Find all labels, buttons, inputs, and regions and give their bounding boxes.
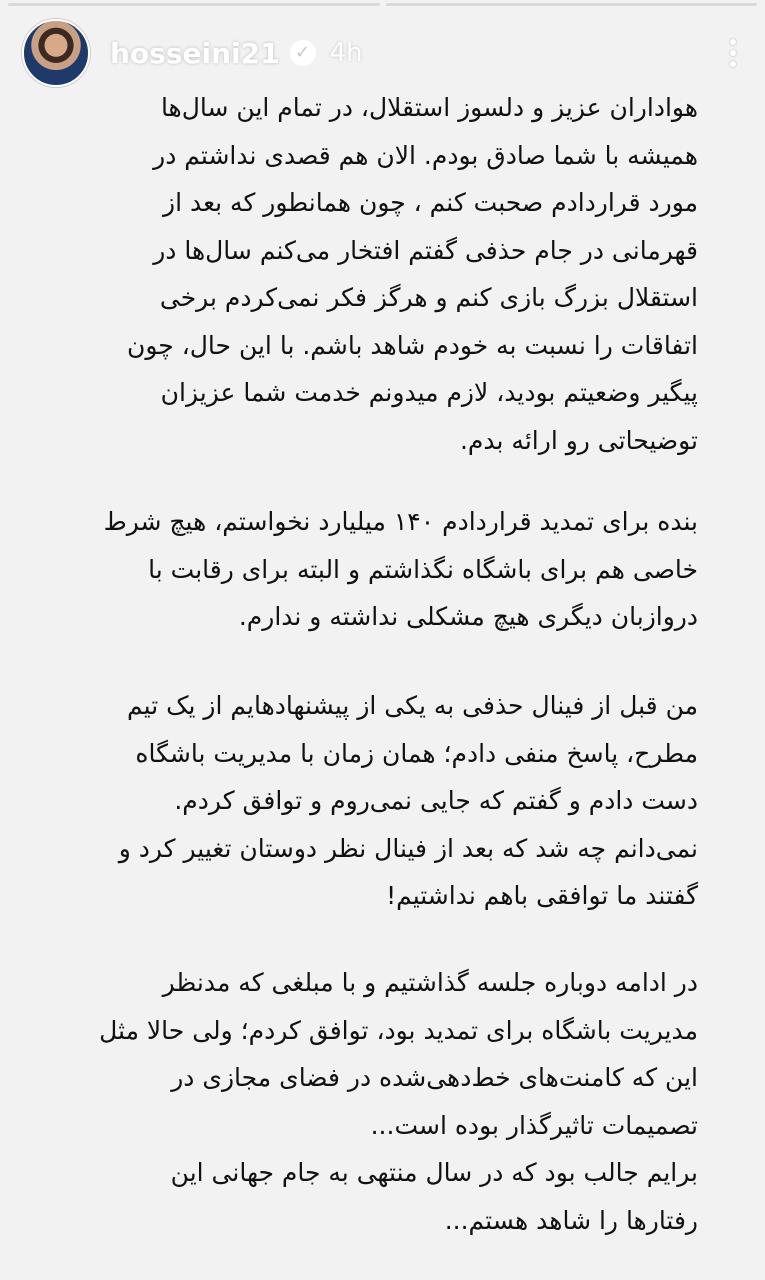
post-time: 4h xyxy=(329,38,363,68)
username[interactable]: hosseini21 xyxy=(110,36,280,70)
story-paragraph-2: بنده برای تمدید قراردادم ۱۴۰ میلیارد نخواستم، هیچ شرط خاصی هم برای باشگاه نگذاشتم و البته برای رقابت با دروازبان دیگری هیچ مشکلی نداشته و ندارم. xyxy=(103,507,698,631)
story-progress-fill-1 xyxy=(8,3,380,6)
story-paragraph-1: هواداران عزیز و دلسوز استقلال، در تمام این سال‌ها همیشه با شما صادق بودم. الان هم قصدی نداشتم در مورد قراردادم صحبت کنم ، چون همانطور که بعد از قهرمانی در جام حذفی گفتم افتخار می‌کنم سال‌ها در استقلال بزرگ بازی کنم و هرگز فکر نمی‌کردم برخی اتفاقات را نسبت به خودم شاهد باشم. با این حال، چون پیگیر وضعیتم بودید، لازم میدونم خدمت شما عزیزان توضیحاتی رو ارائه بدم. xyxy=(127,93,698,455)
avatar[interactable] xyxy=(22,19,90,87)
story-paragraph-3: من قبل از فینال حذفی به یکی از پیشنهادهایم از یک تیم مطرح، پاسخ منفی دادم؛ همان زمان با مدیریت باشگاه دست دادم و گفتم که جایی نمی‌روم و توافق کردم. نمی‌دانم چه شد که بعد از فینال نظر دوستان تغییر کرد و گفتند ما توافقی باهم نداشتیم! xyxy=(118,691,698,910)
story-paragraph-4: در ادامه دوباره جلسه گذاشتیم و با مبلغی که مدنظر مدیریت باشگاه برای تمدید بود، توافق کردم؛ ولی حالا مثل این که کامنت‌های خط‌دهی‌شده در فضای مجازی در تصمیمات تاثیرگذار بوده است... برایم جالب بود که در سال منتهی به جام جهانی این رفتارها را شاهد هستم... xyxy=(99,968,698,1235)
verified-badge-icon: ✓ xyxy=(290,40,316,66)
story-progress-segment-2 xyxy=(386,3,758,6)
story-header xyxy=(22,18,743,88)
story-progress-fill-2 xyxy=(386,3,758,6)
story-progress-segment-1 xyxy=(8,3,380,6)
more-vertical-icon[interactable] xyxy=(723,33,743,73)
story-progress-bar xyxy=(8,3,757,6)
